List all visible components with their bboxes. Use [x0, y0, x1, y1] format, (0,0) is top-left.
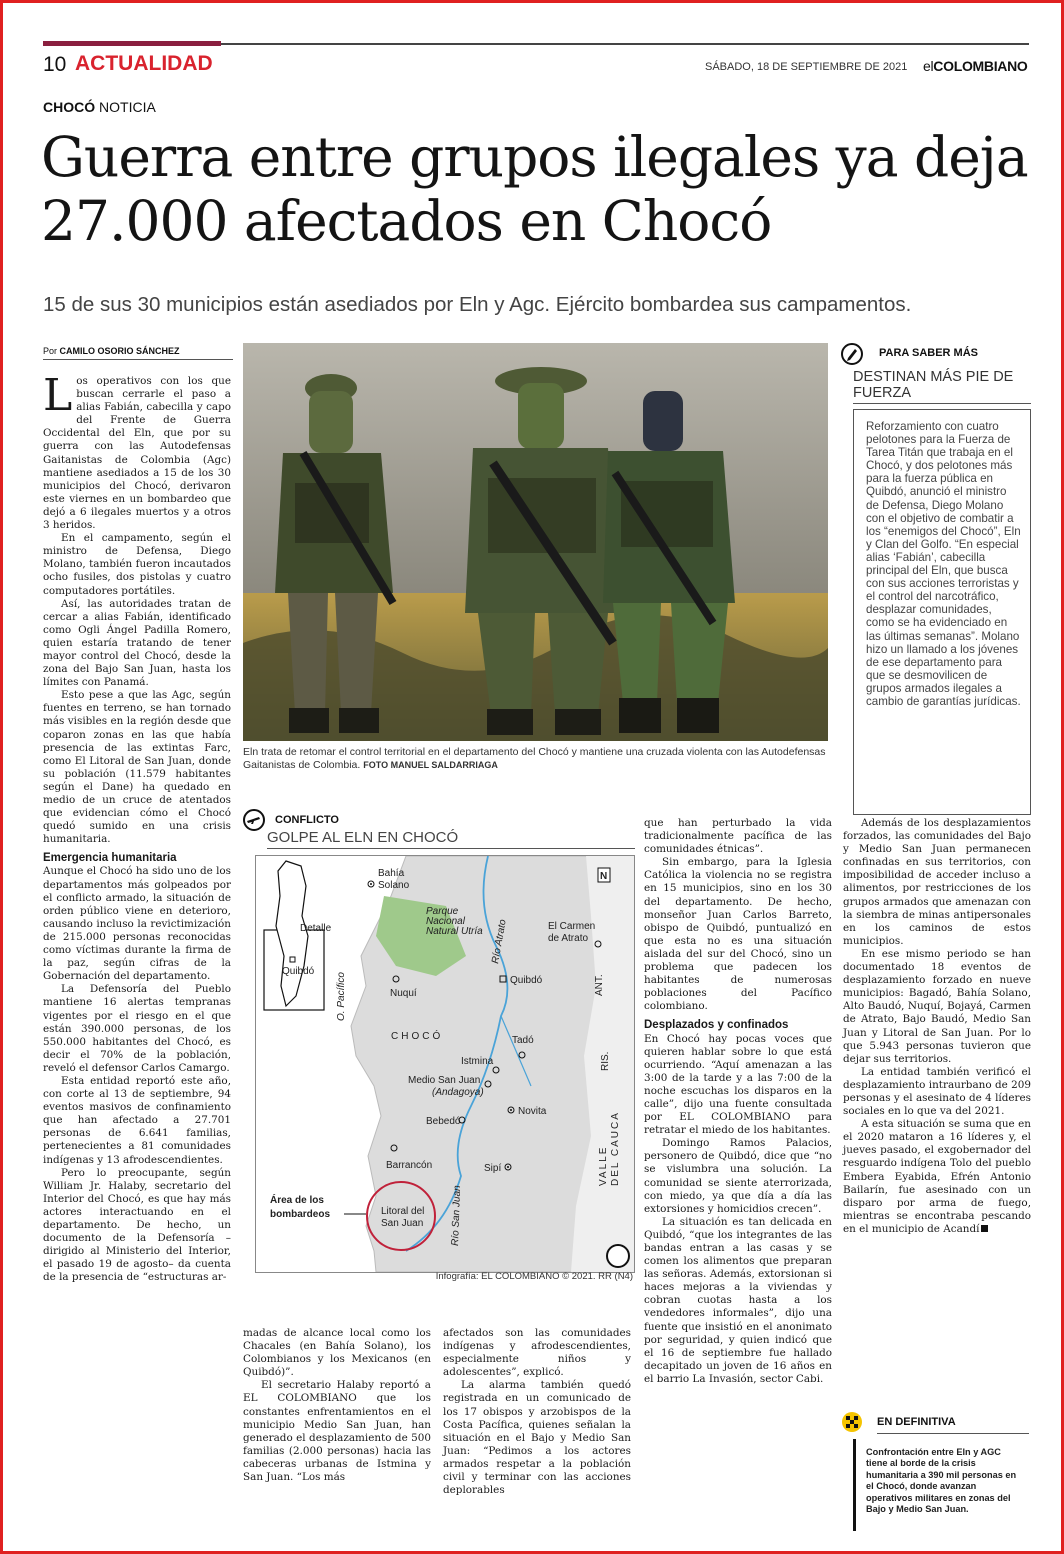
paragraph: afectados son las comunidades indígenas y afrodescendientes, especialmente niños y adolescentes”, explicó. — [443, 1327, 631, 1379]
map-label-medio-2: (Andagoya) — [432, 1087, 484, 1098]
paragraph: madas de alcance local como los Chacales (en Bahía Solano), los Colombianos y los Mexicanos (en Quibdó)”. — [243, 1327, 431, 1379]
subhead: Emergencia humanitaria — [43, 852, 177, 865]
paragraph: En el campamento, según el ministro de Defensa, Diego Molano, también fueron incautados ocho fusiles, dos pistolas y cuatro computadores portátiles. — [43, 532, 231, 597]
paragraph: Además de los desplazamientos forzados, las comunidades del Bajo y Medio San Juan permanecen confinadas en sus territorios, con imposibilidad de acceder incluso a alimentos, por restricciones de los grupos armados que amenazan con la siembra de minas antipersonales en los caminos de estos municipios. — [843, 817, 1031, 947]
article-photo — [243, 343, 828, 741]
paragraph: La alarma también quedó registrada en un comunicado de los 17 obispos y arzobispos de la Costa Pacífica, quienes señalan la situación en el Bajo y Medio San Juan: “Pedimos a los actores armados respetar a la población civil y terminar con las acciones deplorables — [443, 1379, 631, 1497]
map-infographic — [243, 809, 635, 1287]
map-label-quibdo: Quibdó — [510, 975, 543, 986]
map-label-valle-1: VALLE — [598, 1145, 609, 1186]
paragraph: os operativos con los que buscan cerrarle el paso a alias Fabián, cabecilla y capo del Frente de Guerra Occidental del Eln, que por su guerra con las Autodefensas Gaitanistas de Colombia (Agc) mantiene asediados a 15 de los 30 municipios del Chocó, derivaron este viernes en un bombardeo que dejó a 6 ilegales muertos y a otros 3 heridos. — [43, 375, 231, 532]
north-arrow: N — [600, 871, 608, 882]
article-column-3 — [443, 1327, 631, 1497]
map-label-tado: Tadó — [512, 1035, 534, 1046]
choco-map — [256, 856, 634, 1272]
rifle-glyph — [245, 811, 263, 829]
article-column-4 — [644, 817, 832, 1386]
map-label: CONFLICTO — [275, 814, 339, 826]
map-label-sipi: Sipí — [484, 1163, 502, 1174]
paragraph: Pero lo preocupante, según William Jr. Halaby, secretario del Interior del Chocó, es que hay más actores interactuando en el departamento. De hecho, un documento de la Defensoría –dirigido al Ministerio del Interior, el pasado 19 de agosto– da cuenta de la presencia de “estructuras ar- — [43, 1166, 231, 1284]
map-label-area-2: bombardeos — [270, 1209, 331, 1220]
sidebar-body: Reforzamiento con cuatro pelotones para la Fuerza de Tarea Titán que trabaja en el Chocó, y dos pelotones más para la fuerza pública en Quibdó, anunció el ministro de Defensa, Diego Molano con el objetivo de combatir a los “enemigos del Chocó”, Eln y Clan del Golfo. “En especial alias ‘Fabián’, cabecilla principal del Eln, que busca con sus acciones terroristas y el control del narcotráfico, desplazar comunidades, como se ha evidenciado en las últimas semanas”. Molano hizo un llamado a los jóvenes de ese departamento para que se desmovilicen de grupos armados ilegales a cambio de garantías jurídicas. — [853, 409, 1031, 815]
map-label-bahia-2: Solano — [378, 880, 410, 891]
header-rule — [221, 43, 1029, 45]
page-number: 10 — [43, 53, 67, 76]
map-label-litoral-2: San Juan — [381, 1218, 424, 1229]
map-label-istmina: Istmina — [461, 1056, 494, 1067]
map-credit: Infografía: EL COLOMBIANO © 2021. RR (N4) — [435, 1271, 633, 1282]
sidebar-title: DESTINAN MÁS PIE DE FUERZA — [853, 369, 1031, 404]
map-label-valle-2: DEL CAUCA — [610, 1111, 621, 1186]
map-label-choco: CHOCÓ — [391, 1031, 444, 1042]
paragraph: La Defensoría del Pueblo mantiene 16 alertas tempranas vigentes por el riesgo en el que están 390.000 personas, de los 550.000 habitantes del Chocó, es decir el 70% de la población, reveló el defensor Carlos Camargo. — [43, 983, 231, 1074]
paragraph: Aunque el Chocó ha sido uno de los departamentos más golpeados por el conflicto armado, la situación de orden público viene en deterioro, causando incluso la revictimización de 215.000 personas reconocidas como víctimas durante la firma de la paz, según cifras de la Gobernación del departamento. — [43, 865, 231, 983]
map-label-carmen-2: de Atrato — [548, 933, 589, 944]
sidebar-label: PARA SABER MÁS — [879, 347, 979, 359]
article-headline: Guerra entre grupos ilegales ya deja 27.000 afectados en Chocó — [41, 125, 1028, 253]
en-definitiva-rule — [877, 1433, 1029, 1434]
map-label-ris: RIS. — [600, 1051, 611, 1071]
map-label-nuqui: Nuquí — [390, 988, 417, 999]
paragraph: Sin embargo, para la Iglesia Católica la violencia no se registra en 15 municipios, sino en los 30 del departamento. De hecho, monseñor Juan Carlos Barreto, obispo de Quibdó, puntualizó en que esta no es una situación aislada del sur del Chocó, sino un problema que padecen los habitantes de numerosas poblaciones del Pacífico colombiano. — [644, 856, 832, 1013]
byline-author: CAMILO OSORIO SÁNCHEZ — [59, 346, 180, 356]
map-frame — [255, 855, 635, 1273]
map-label-litoral-1: Litoral del — [381, 1206, 425, 1217]
paragraph: El secretario Halaby reportó a EL COLOMBIANO que los constantes enfrentamientos en el municipio Medio San Juan, han generado el desplazamiento de 500 familias (2.000 personas) hacia las cabeceras urbanas de Istmina y San Juan. “Los más — [243, 1379, 431, 1484]
map-label-area-1: Área de los — [270, 1195, 324, 1206]
map-label-carmen-1: El Carmen — [548, 921, 596, 932]
brand-prefix: el — [923, 58, 934, 74]
paragraph-text: A esta situación se suma que en el 2020 mataron a 16 líderes y, el jueves pasado, el exgobernador del resguardo indígena Tolo del pueblo Embera Eyabida, Efrén Antonio Bailarín, fue asesinado con un disparo por arma de fuego, mientras se encontraba pescando en el municipio de Acandí — [843, 1118, 1031, 1235]
map-label-quibdo-inset: Quibdó — [282, 966, 315, 977]
paragraph: que han perturbado la vida tradicionalmente pacífica de las comunidades étnicas”. — [644, 817, 832, 856]
checkered-glyph — [841, 1411, 863, 1433]
map-label-medio-1: Medio San Juan — [408, 1075, 481, 1086]
paragraph: Domingo Ramos Palacios, personero de Quibdó, dice que “no se vislumbra una solución. La comunidad se siente aterrorizada, con miedo, ya que día a día las extorsiones y homicidios crecen”. — [644, 1137, 832, 1215]
subhead: Desplazados y confinados — [644, 1019, 789, 1032]
pencil-icon — [841, 343, 863, 365]
en-definitiva-body: Confrontación entre Eln y AGC tiene al borde de la crisis humanitaria a 390 mil personas en el Chocó, donde avanzan operativos militares en zonas del Bajo y Medio San Juan. — [853, 1439, 1029, 1531]
article-column-1 — [43, 370, 231, 1284]
byline-prefix: Por — [43, 346, 60, 356]
drop-cap: L — [43, 370, 73, 421]
map-label-park-3: Natural Utría — [426, 926, 483, 937]
map-label-rio-atrato: Río Atrato — [490, 918, 509, 965]
map-label-novita: Novita — [518, 1106, 547, 1117]
paragraph: Así, las autoridades tratan de cercar a alias Fabián, identificado como Ogli Ángel Padilla Romero, quien estaría tratando de tener mayor control del Chocó, desde la zona del Bajo San Juan, hasta los límites con Panamá. — [43, 597, 231, 689]
photo-caption — [243, 746, 833, 772]
map-label-bebedo: Bebedó — [426, 1116, 461, 1127]
soldiers-photo-illustration — [243, 343, 828, 741]
map-label-bahia-1: Bahía — [378, 868, 405, 879]
kicker-region: CHOCÓ — [43, 99, 96, 115]
end-mark-icon — [981, 1225, 988, 1232]
map-label-park-1: Parque — [426, 906, 459, 917]
checkered-icon — [841, 1411, 863, 1433]
brand-name: COLOMBIANO — [933, 58, 1028, 74]
paragraph: La situación es tan delicada en Quibdó, “que los integrantes de las bandas entran a las casas y se comen los alimentos que preparan las señoras. Además, extorsionan si haces mejoras a la viviendas y cobran cuotas hasta a los vendedores informales”, dijo una fuente que insistió en el anonimato por seguridad, y quien indicó que el 16 de septiembre fue hallado decapitado un joven de 16 años en el barrio La Invasión, sector Cabi. — [644, 1215, 832, 1385]
caption-text: Eln trata de retomar el control territorial en el departamento del Chocó y mantiene una cruzada violenta con las Autodefensas Gaitanistas de Colombia. — [243, 746, 826, 771]
article-column-2 — [243, 1327, 431, 1484]
map-label-park-2: Nacional — [426, 916, 465, 927]
paragraph: En Chocó hay pocas voces que quieren hablar sobre lo que está ocurriendo. “Aquí amenazan a las 3:00 de la tarde y a las 7:00 de la noche escuchas los disparos en la calle”, dijo una fuente consultada por EL COLOMBIANO para retratar el miedo de los habitantes. — [644, 1032, 832, 1137]
map-title: GOLPE AL ELN EN CHOCÓ — [267, 829, 635, 849]
header-accent-bar — [43, 41, 221, 46]
map-label-ocean: O. Pacífico — [336, 972, 347, 1021]
article-column-5 — [843, 817, 1031, 1236]
map-label-ant: ANT. — [594, 974, 605, 996]
map-label-detalle: Detalle — [300, 923, 332, 934]
paragraph — [843, 1118, 1031, 1236]
paragraph: La entidad también verificó el desplazamiento intraurbano de 209 personas y el asesinato de 4 líderes sociales en lo que va del 2021. — [843, 1065, 1031, 1118]
section-title: ACTUALIDAD — [75, 52, 213, 75]
edition-date: SÁBADO, 18 DE SEPTIEMBRE DE 2021 — [705, 61, 908, 73]
kicker-type: NOTICIA — [95, 99, 156, 115]
article-kicker — [43, 99, 156, 115]
paragraph: En ese mismo periodo se han documentado 18 eventos de desplazamiento forzado en nueve municipios: Bagadó, Bahía Solano, Alto Baudó, Nuquí, Bojayá, Carmen de Atrato, Bajo Baudó, Medio San Juan y Litoral de San Juan. Por lo que 5.943 personas tuvieron que dejar sus territorios. — [843, 947, 1031, 1065]
paragraph: Esta entidad reportó este año, con corte al 13 de septiembre, 94 eventos masivos de confinamiento que han afectado a 27.701 personas de 6.641 familias, pertenecientes a 81 comunidades indígenas y 13 afrodescendientes. — [43, 1074, 231, 1166]
map-label-rio-san-juan: Río San Juan — [450, 1185, 464, 1247]
article-deck: 15 de sus 30 municipios están asediados por Eln y Agc. Ejército bombardea sus campamentos. — [43, 293, 912, 316]
photo-credit: FOTO MANUEL SALDARRIAGA — [363, 760, 498, 770]
map-label-barrancon: Barrancón — [386, 1160, 433, 1171]
pencil-glyph — [843, 345, 861, 363]
logo-badge-icon — [607, 1245, 629, 1267]
paragraph: Esto pese a que las Agc, según fuentes en terreno, se han tornado más visibles en la región desde que coparon zonas en las que había presencia de las extintas Farc, como El Litoral de San Juan, donde su población (11.579 habitantes según el Dane) ha quedado en medio de un cruce de atentados que evidencian cómo el Chocó quedó sumido en una crisis humanitaria. — [43, 689, 231, 846]
en-definitiva-label: EN DEFINITIVA — [877, 1416, 956, 1428]
byline — [43, 346, 233, 360]
rifle-icon — [243, 809, 265, 831]
newspaper-logo — [923, 58, 1028, 74]
